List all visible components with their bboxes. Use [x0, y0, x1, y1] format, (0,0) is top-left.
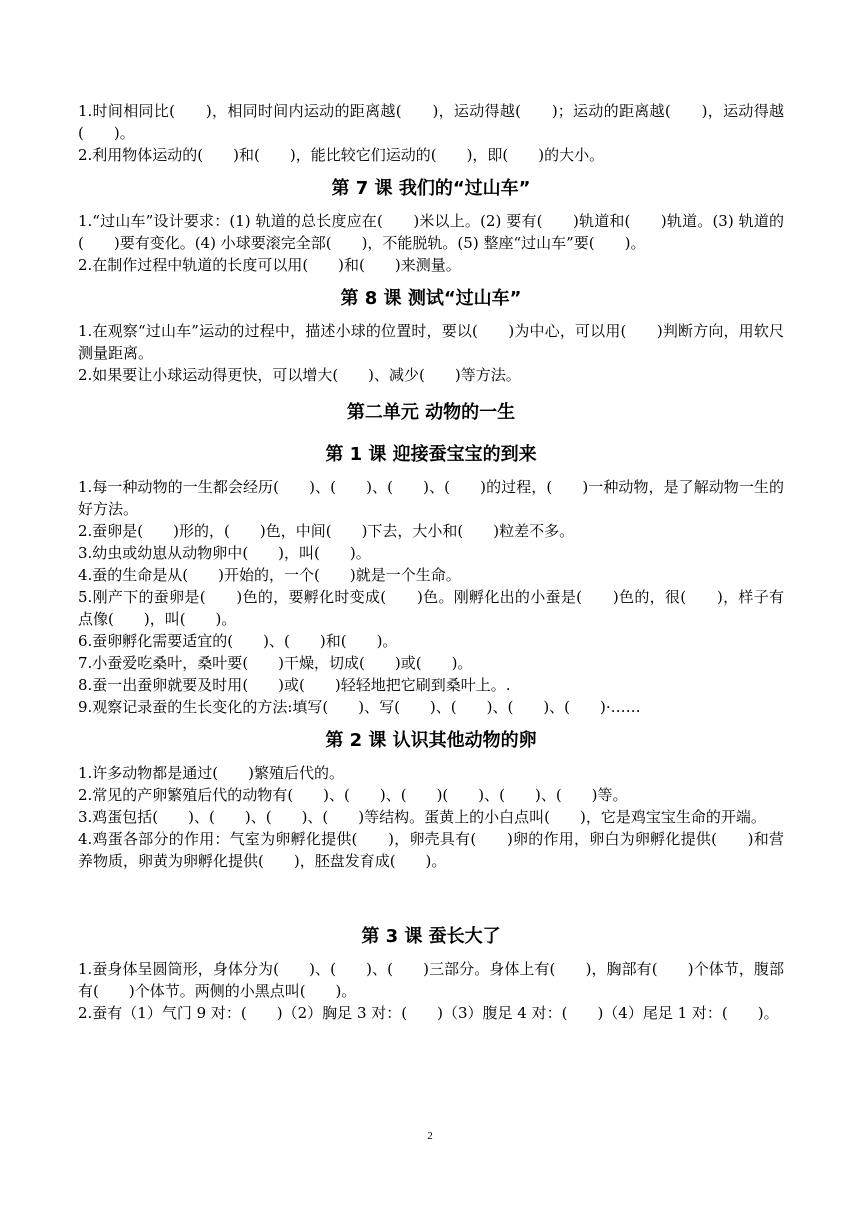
unit-2-heading: 第二单元 动物的一生: [346, 402, 516, 423]
list-item: 2.蚕卵是( )形的，( )色，中间( )下去，大小和( )粒差不多。: [78, 522, 575, 540]
list-item: 4.鸡蛋各部分的作用：气室为卵孵化提供( )，卵壳具有( )卵的作用，卵白为卵孵化提供( )和营养物质，卵黄为卵孵化提供( )，胚盘发育成( )。: [78, 830, 784, 870]
list-item: 4.蚕的生命是从( )开始的，一个( )就是一个生命。: [78, 566, 461, 584]
lesson-1-heading: 第 1 课 迎接蚕宝宝的到来: [325, 444, 537, 465]
page-number: 2: [427, 1130, 433, 1142]
document-page: [78, 100, 784, 1024]
list-item: 7.小蚕爱吃桑叶，桑叶要( )干燥，切成( )或( )。: [78, 654, 473, 672]
list-item: 1.许多动物都是通过( )繁殖后代的。: [78, 764, 345, 782]
list-item: 1.“过山车”设计要求：(1) 轨道的总长度应在( )米以上。(2) 要有( )轨道和( )轨道。(3) 轨道的( )要有变化。(4) 小球要滚完全部( )，不能脱轨。(5) 整座“过山车”要( )。: [78, 212, 784, 252]
list-item: 1.在观察“过山车”运动的过程中，描述小球的位置时，要以( )为中心，可以用( )判断方向，用软尺测量距离。: [78, 322, 784, 362]
list-item: 2.蚕有（1）气门 9 对：( )（2）胸足 3 对：( )（3）腹足 4 对：( )（4）尾足 1 对：( )。: [78, 1004, 779, 1022]
list-item: 2.如果要让小球运动得更快，可以增大( )、减少( )等方法。: [78, 366, 521, 384]
list-item: 1.蚕身体呈圆筒形，身体分为( )、( )、( )三部分。身体上有( )，胸部有( )个体节，腹部有( )个体节。两侧的小黑点叫( )。: [78, 960, 784, 1000]
list-item: 2.常见的产卵繁殖后代的动物有( )、( )、( )( )、( )、( )等。: [78, 786, 628, 804]
list-item: 3.幼虫或幼崽从动物卵中( )，叫( )。: [78, 544, 371, 562]
list-item: 3.鸡蛋包括( )、( )、( )、( )等结构。蛋黄上的小白点叫( )，它是鸡宝宝生命的开端。: [78, 808, 766, 826]
list-item: 6.蚕卵孵化需要适宜的( )、( )和( )。: [78, 632, 398, 650]
list-item: 1.时间相同比( )，相同时间内运动的距离越( )，运动得越( )；运动的距离越( )，运动得越( )。: [78, 102, 784, 142]
list-item: 2.利用物体运动的( )和( )，能比较它们运动的( )，即( )的大小。: [78, 146, 605, 164]
lesson-7-heading: 第 7 课 我们的“过山车”: [331, 178, 531, 199]
list-item: 5.刚产下的蚕卵是( )色的，要孵化时变成( )色。刚孵化出的小蚕是( )色的，很( )，样子有点像( )，叫( )。: [78, 588, 784, 628]
list-item: 9.观察记录蚕的生长变化的方法:填写( )、写( )、( )、( )、( )·……: [78, 698, 641, 716]
lesson-3-heading: 第 3 课 蚕长大了: [361, 926, 501, 947]
list-item: 2.在制作过程中轨道的长度可以用( )和( )来测量。: [78, 256, 461, 274]
lesson-8-heading: 第 8 课 测试“过山车”: [340, 288, 522, 309]
lesson-2-heading: 第 2 课 认识其他动物的卵: [325, 730, 537, 751]
list-item: 8.蚕一出蚕卵就要及时用( )或( )轻轻地把它刷到桑叶上。.: [78, 676, 511, 694]
list-item: 1.每一种动物的一生都会经历( )、( )、( )、( )的过程，( )一种动物，是了解动物一生的好方法。: [78, 478, 784, 518]
